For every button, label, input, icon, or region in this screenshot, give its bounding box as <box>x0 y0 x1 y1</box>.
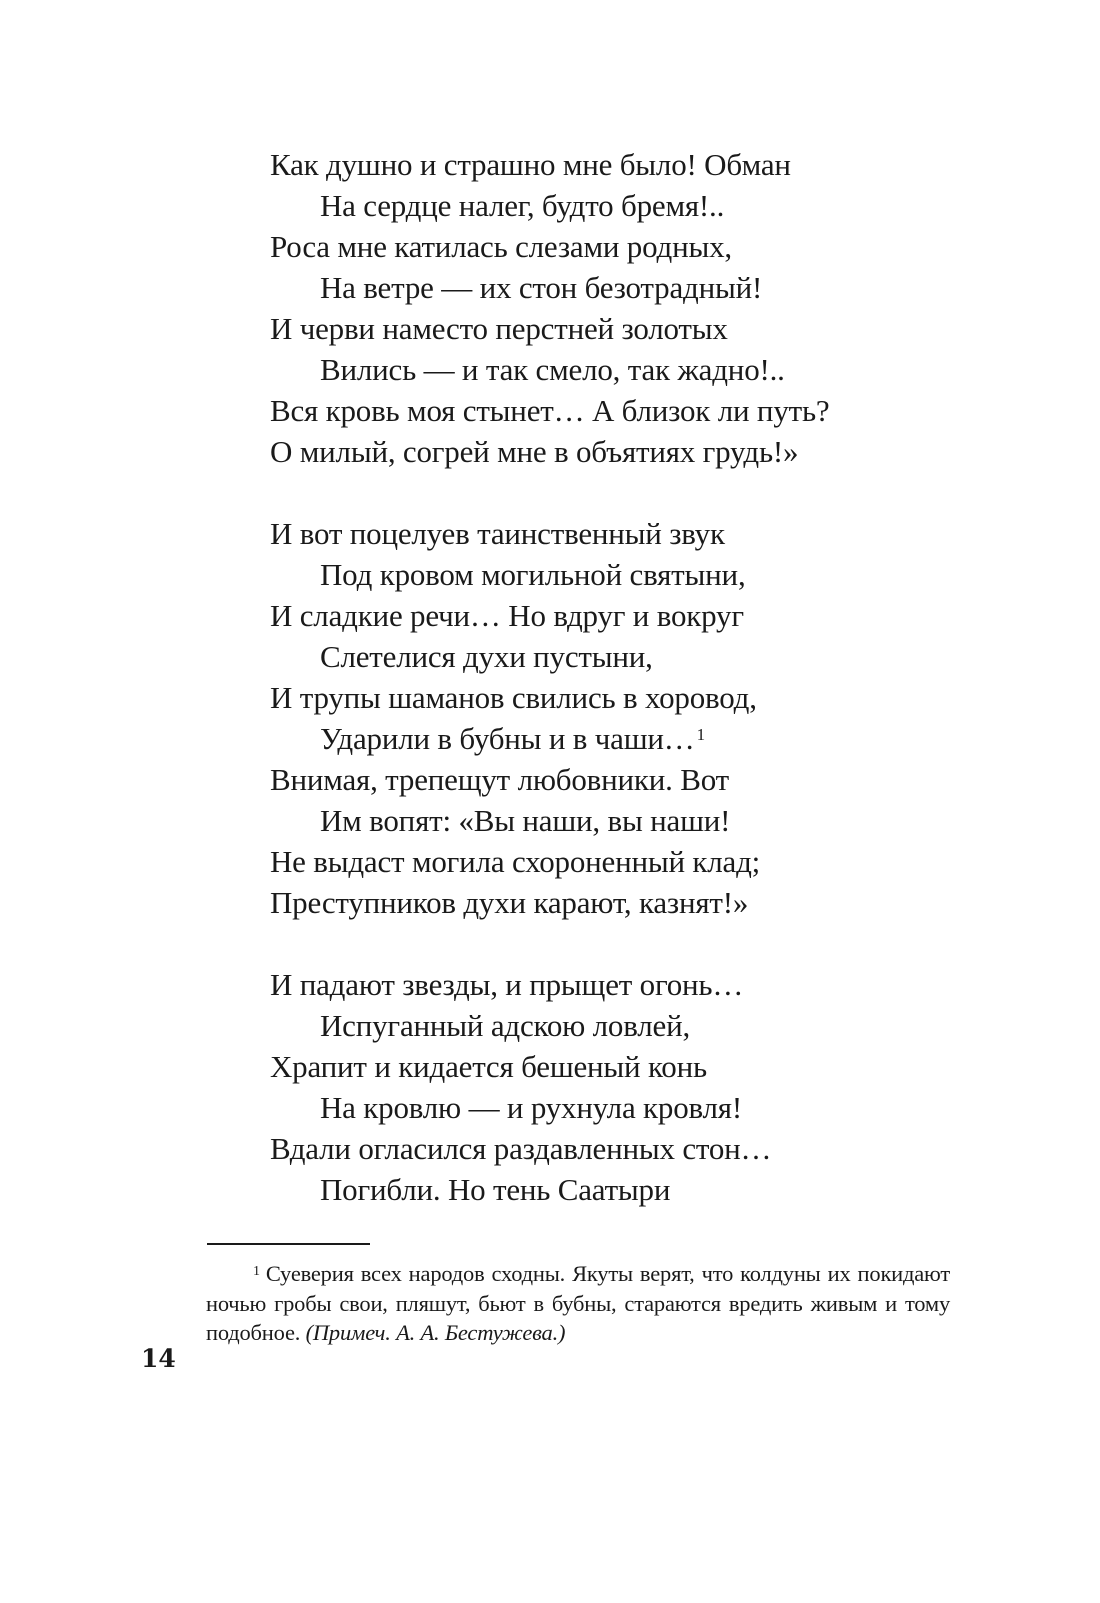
verse-line: Вдали огласился раздавленных стон… <box>270 1131 772 1166</box>
verse-line: Как душно и страшно мне было! Обман <box>270 147 791 182</box>
verse-line: Слетелися духи пустыни, <box>320 639 653 674</box>
verse-line: Испуганный адскою ловлей, <box>320 1008 691 1043</box>
stanza-3 <box>270 964 970 1210</box>
verse-line: Под кровом могильной святыни, <box>320 557 746 592</box>
footnote-text: Суеверия всех народов сходны. Якуты верят, что колдуны их покидают ночью гробы свои, пляшут, бьют в бубны, стараются вредить живым и тому подобное. <box>206 1261 950 1345</box>
verse-line: Вились — и так смело, так жадно!.. <box>320 352 785 387</box>
poem-text <box>270 144 970 1210</box>
verse-line: На кровлю — и рухнула кровля! <box>320 1090 742 1125</box>
footnote <box>206 1259 950 1348</box>
verse-line: О милый, согрей мне в объятиях грудь!» <box>270 434 799 469</box>
footnote-reference[interactable]: 1 <box>696 725 705 744</box>
page-number: 14 <box>141 1344 176 1373</box>
verse-line: Храпит и кидается бешеный конь <box>270 1049 707 1084</box>
verse-line-text: Ударили в бубны и в чаши… <box>320 721 695 756</box>
verse-line: Преступников духи карают, казнят!» <box>270 885 749 920</box>
stanza-1 <box>270 144 970 472</box>
verse-line: И трупы шаманов свились в хоровод, <box>270 680 757 715</box>
verse-line: На сердце налег, будто бремя!.. <box>320 188 725 223</box>
verse-line: Не выдаст могила схороненный клад; <box>270 844 761 879</box>
footnote-separator <box>207 1243 370 1245</box>
verse-line: Вся кровь моя стынет… А близок ли путь? <box>270 393 830 428</box>
verse-line: Внимая, трепещут любовники. Вот <box>270 762 729 797</box>
verse-line: Роса мне катилась слезами родных, <box>270 229 732 264</box>
verse-line: И сладкие речи… Но вдруг и вокруг <box>270 598 744 633</box>
stanza-2 <box>270 513 970 923</box>
verse-line: И черви наместо перстней золотых <box>270 311 728 346</box>
verse-line: На ветре — их стон безотрадный! <box>320 270 763 305</box>
verse-line: Им вопят: «Вы наши, вы наши! <box>320 803 731 838</box>
verse-line-with-footnote <box>270 718 970 759</box>
verse-line: И вот поцелуев таинственный звук <box>270 516 725 551</box>
verse-line: Погибли. Но тень Саатыри <box>320 1172 671 1207</box>
verse-line: И падают звезды, и прыщет огонь… <box>270 967 744 1002</box>
footnote-number: 1 <box>253 1264 260 1279</box>
footnote-attribution: (Примеч. А. А. Бестужева.) <box>305 1320 566 1345</box>
